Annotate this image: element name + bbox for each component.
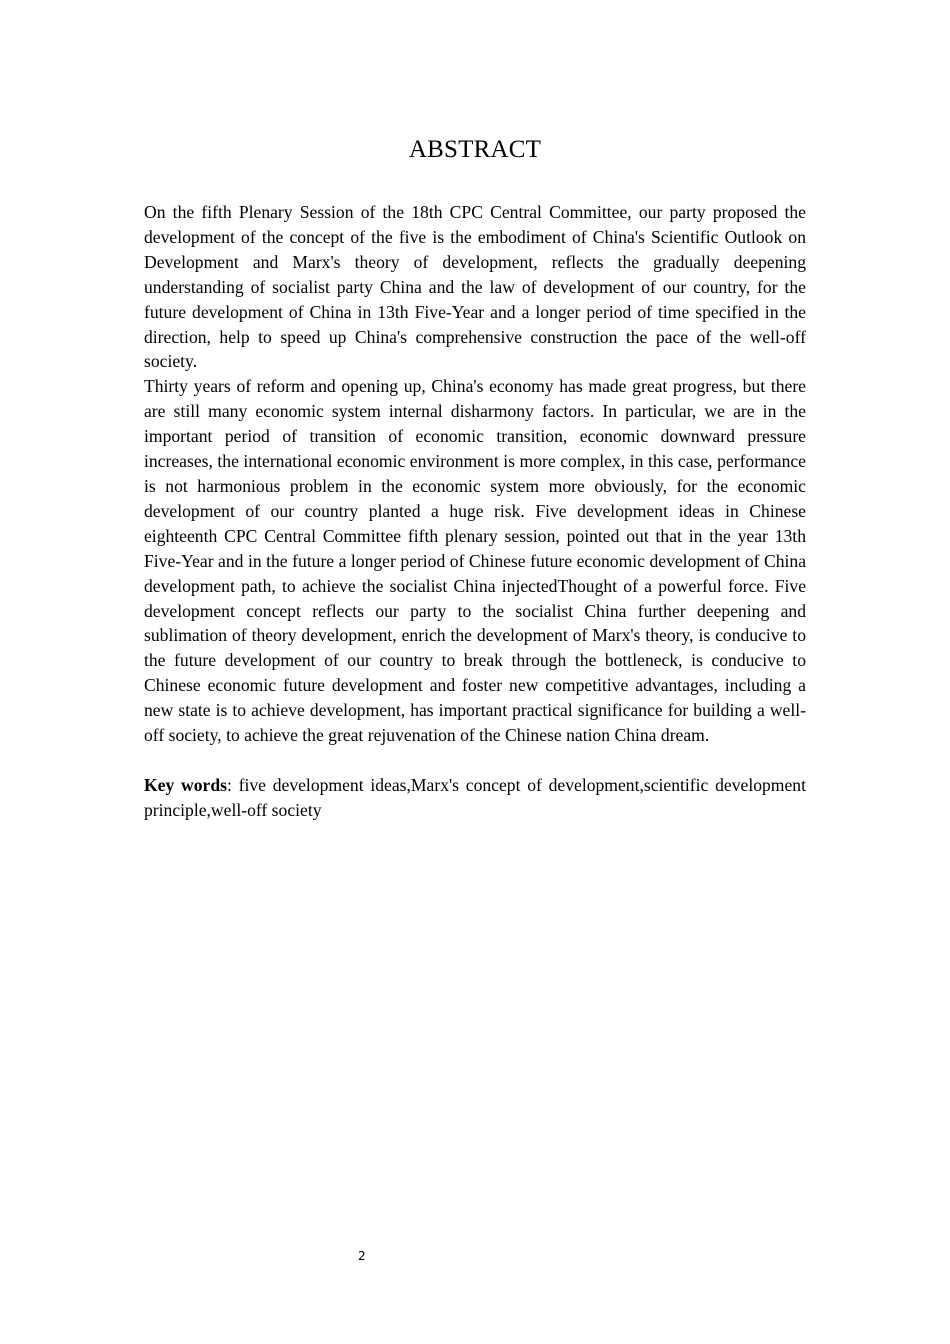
abstract-body xyxy=(144,200,806,823)
abstract-paragraph-1: On the fifth Plenary Session of the 18th CPC Central Committee, our party proposed the development of the concept of the five is the embodiment of China's Scientific Outlook on Development and Marx's theory of development, reflects the gradually deepening understanding of socialist party China and the law of development of our country, for the future development of China in 13th Five-Year and a longer period of time specified in the direction, help to speed up China's comprehensive construction the pace of the well-off society. xyxy=(144,202,806,372)
keywords-label: Key words xyxy=(144,774,227,795)
keywords-separator: : xyxy=(226,774,239,795)
abstract-paragraph-2: Thirty years of reform and opening up, China's economy has made great progress, but there are still many economic system internal disharmony factors. In particular, we are in the important period of transition of economic transition, economic downward pressure increases, the international economic environment is more complex, in this case, performance is not harmonious problem in the economic system more obviously, for the economic development of our country planted a huge risk. Five development ideas in Chinese eighteenth CPC Central Committee fifth plenary session, pointed out that in the year 13th Five-Year and in the future a longer period of Chinese future economic development of China development path, to achieve the socialist China injectedThought of a powerful force. Five development concept reflects our party to the socialist China further deepening and sublimation of theory development, enrich the development of Marx's theory, is conducive to the future development of our country to break through the bottleneck, is conducive to Chinese economic future development and foster new competitive advantages, including a new state is to achieve development, has important practical significance for building a well-off society, to achieve the great rejuvenation of the Chinese nation China dream. xyxy=(144,376,806,746)
page-number: 2 xyxy=(358,1249,366,1263)
page-title: ABSTRACT xyxy=(408,136,542,163)
keywords-line xyxy=(144,773,806,823)
keywords-text: five development ideas,Marx's concept of development,scientific development principle,well-off society xyxy=(144,774,806,820)
